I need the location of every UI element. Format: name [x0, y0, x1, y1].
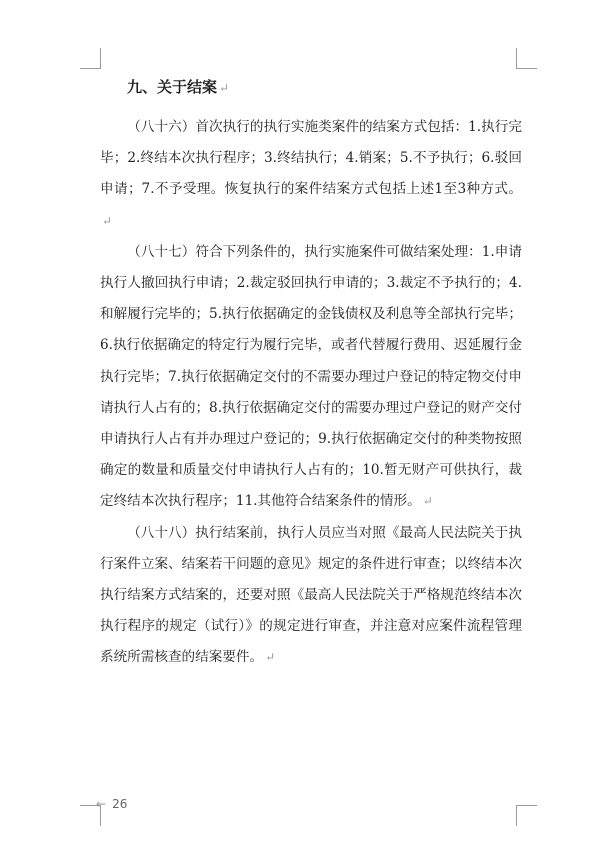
crop-mark-top-right: [516, 48, 537, 69]
paragraph-87: [100, 237, 522, 518]
paragraph-86-text: （八十六）首次执行的执行实施类案件的结案方式包括：1.执行完毕；2.终结本次执行程序；3.终结执行；4.销案；5.不予执行；6.驳回申请；7.不予受理。恢复执行的案件结案方式包括上述1至3种方式。: [100, 119, 522, 198]
paragraph-87-text: （八十七）符合下列条件的，执行实施案件可做结案处理：1.申请执行人撤回执行申请；2.裁定驳回执行申请的；3.裁定不予执行的；4.和解履行完毕的；5.执行依据确定的金钱债权及利息等全部执行完毕；6.执行依据确定的特定行为履行完毕，或者代替履行费用、迟延履行金执行完毕；7.执行依据确定交付的不需要办理过户登记的特定物交付申请执行人占有的；8.执行依据确定交付的需要办理过户登记的财产交付申请执行人占有并办理过户登记的；9.执行依据确定交付的种类物按照确定的数量和质量交付申请执行人占有的；10.暂无财产可供执行，裁定终结本次执行程序；11.其他符合结案条件的情形。: [100, 243, 522, 510]
section-heading-text: 九、关于结案: [127, 78, 218, 96]
crop-mark-top-left: [80, 48, 101, 69]
page-footer: [96, 797, 127, 811]
paragraph-86: [100, 112, 522, 237]
document-body: [100, 74, 522, 674]
paragraph-88-text: （八十八）执行结案前，执行人员应当对照《最高人民法院关于执行案件立案、结案若干问题的意见》规定的条件进行审查；以终结本次执行结案方式结案的，还要对照《最高人民法院关于严格规范终结本次执行程序的规定（试行）》的规定进行审查，并注意对应案件流程管理系统所需核查的结案要件。: [100, 524, 522, 666]
paragraph-mark-icon: ↵: [219, 81, 230, 95]
paragraph-mark-icon: ↵: [265, 650, 276, 665]
left-arrow-icon: ←: [96, 797, 107, 811]
crop-mark-bottom-right: [516, 805, 537, 826]
page-number: 26: [112, 797, 128, 811]
section-heading: [127, 74, 522, 100]
paragraph-mark-icon: ↵: [422, 494, 433, 509]
paragraph-mark-icon: ↵: [102, 213, 113, 228]
paragraph-88: [100, 518, 522, 674]
